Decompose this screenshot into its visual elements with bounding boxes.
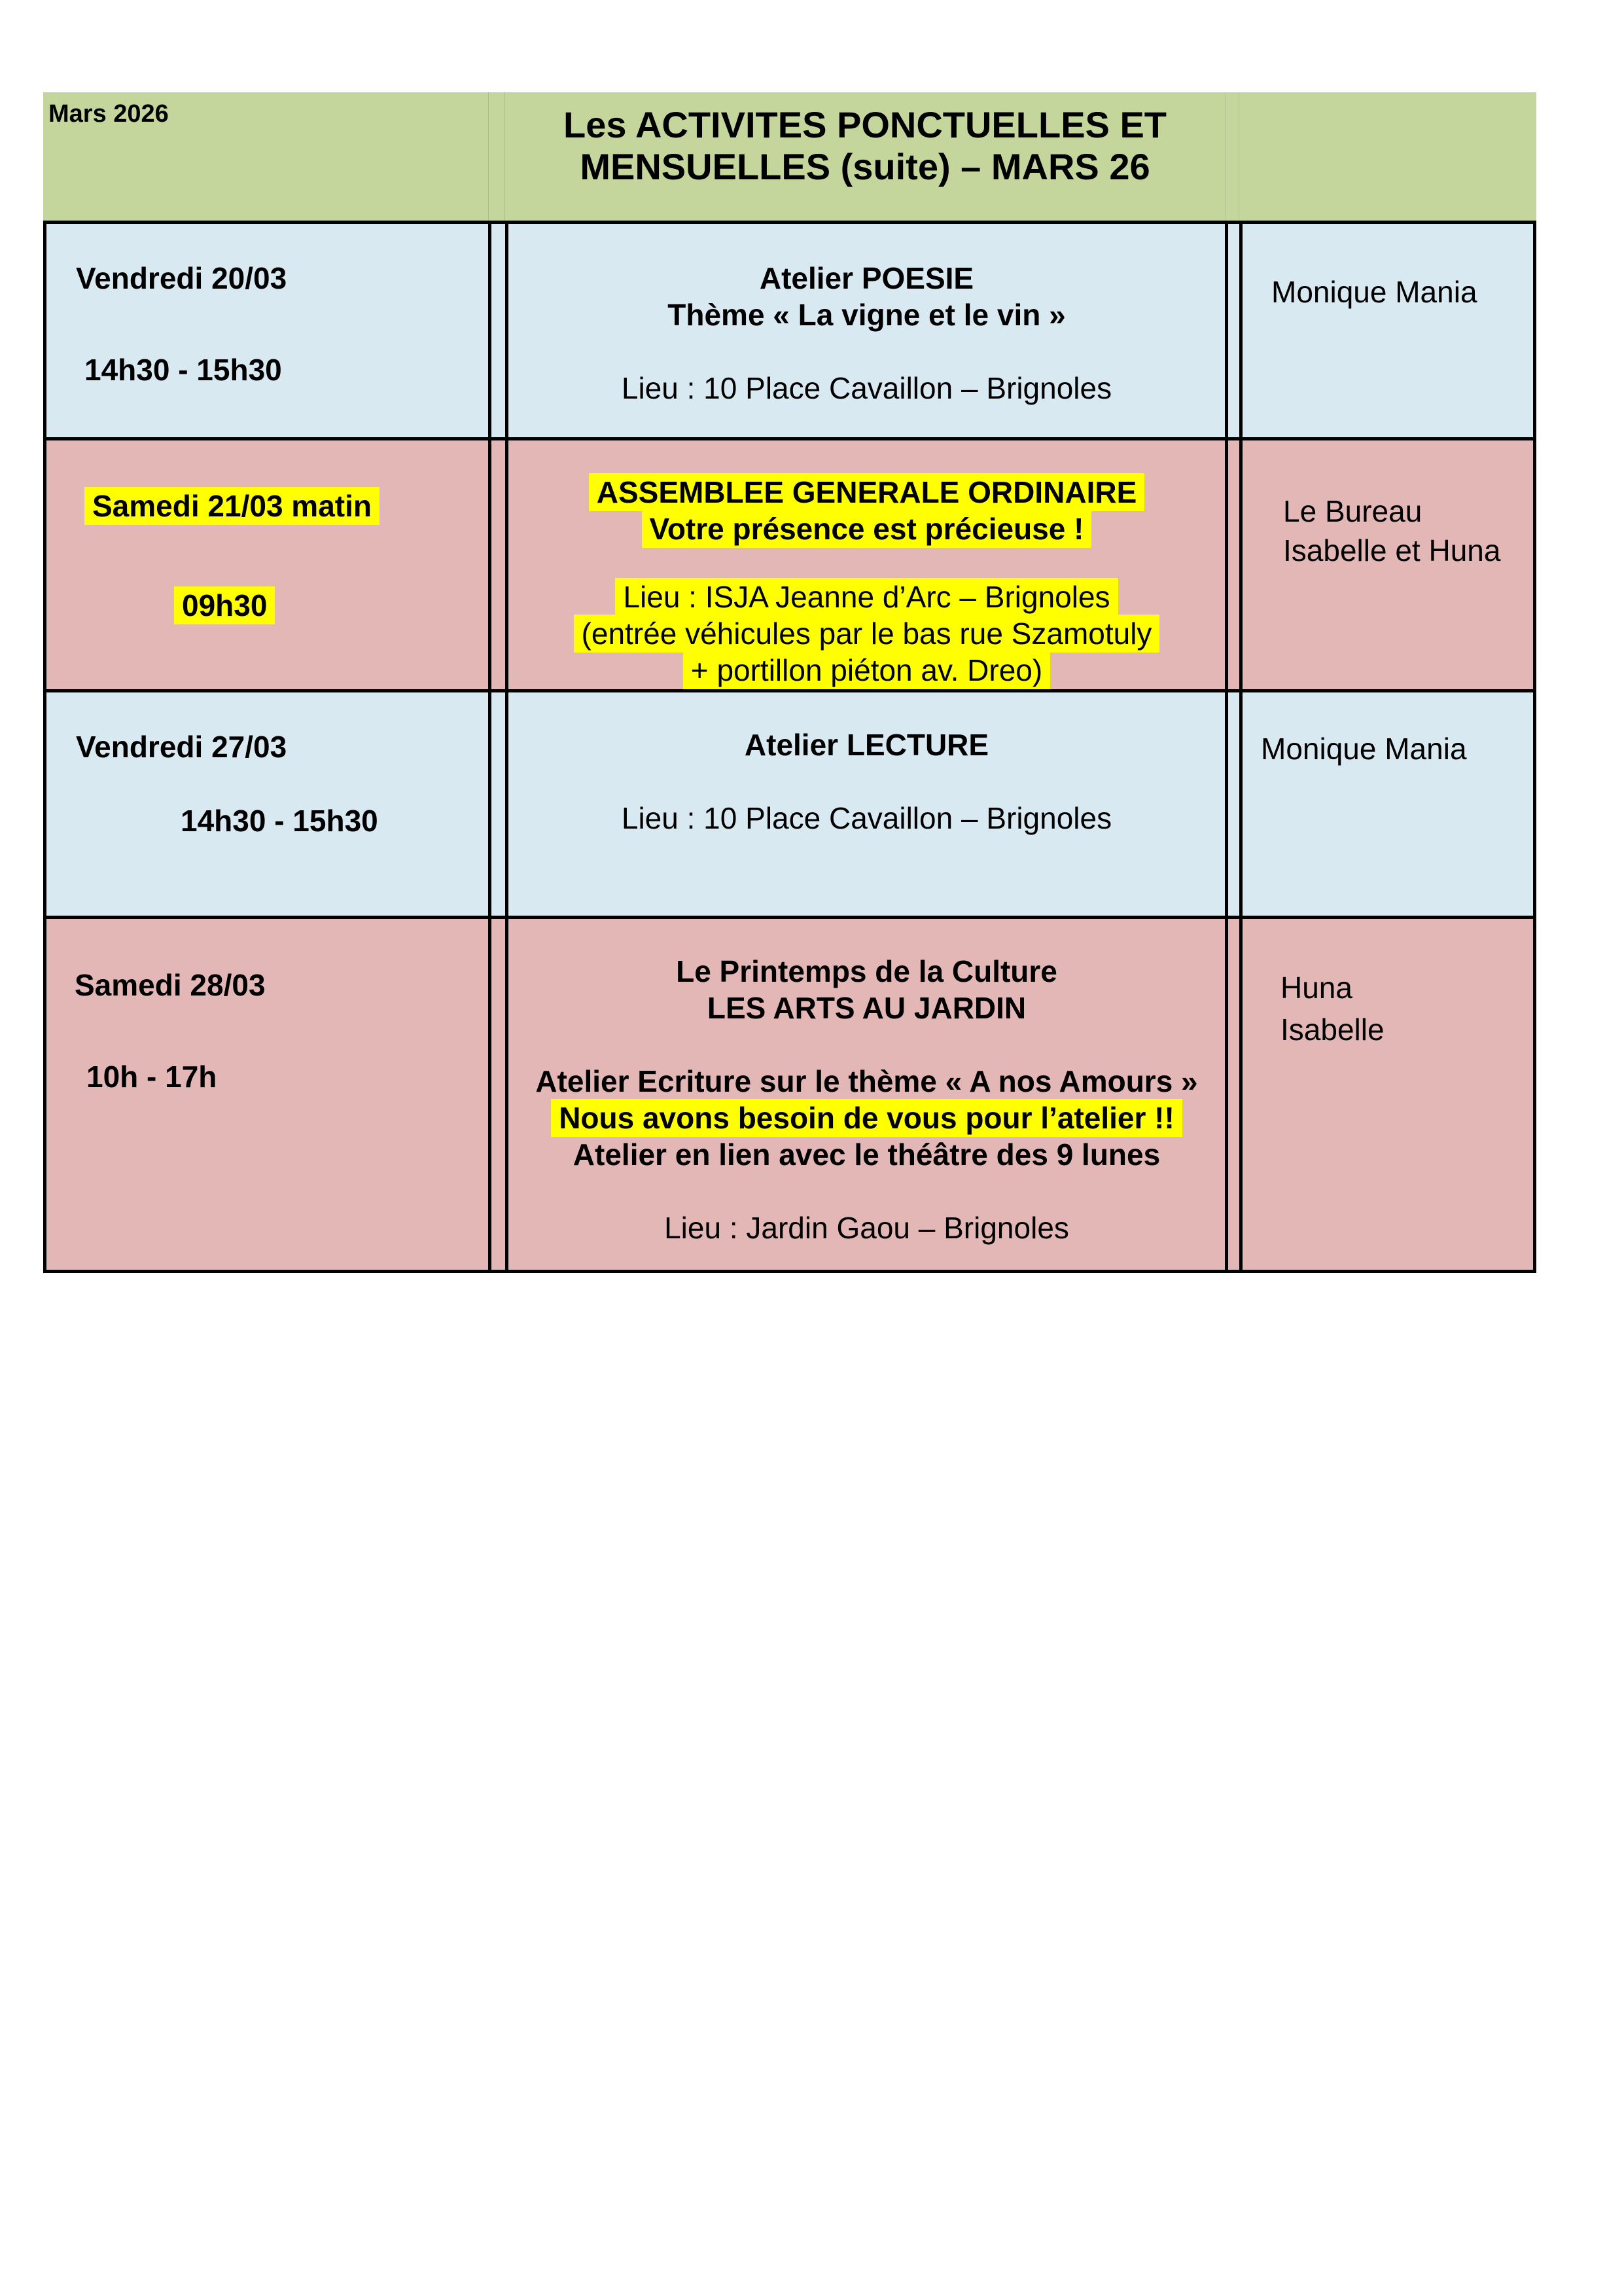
desc-line: ASSEMBLEE GENERALE ORDINAIRE bbox=[508, 475, 1225, 510]
desc-line: Atelier POESIE bbox=[759, 261, 974, 295]
desc-line: LES ARTS AU JARDIN bbox=[707, 991, 1027, 1025]
time-label: 14h30 - 15h30 bbox=[84, 353, 282, 387]
time-label: 09h30 bbox=[84, 587, 488, 624]
table-body bbox=[43, 221, 1536, 1273]
desc-line: Votre présence est précieuse ! bbox=[508, 511, 1225, 547]
date-cell bbox=[46, 224, 491, 437]
organizer-line: Monique Mania bbox=[1261, 732, 1467, 766]
spacer-cell bbox=[1228, 692, 1243, 916]
desc-line: Le Printemps de la Culture bbox=[676, 954, 1057, 988]
desc-line: Lieu : Jardin Gaou – Brignoles bbox=[664, 1211, 1069, 1245]
desc-line: Lieu : ISJA Jeanne d’Arc – Brignoles bbox=[508, 579, 1225, 615]
organizer-line: Monique Mania bbox=[1271, 275, 1477, 309]
spacer-cell bbox=[491, 692, 508, 916]
desc-line: Atelier en lien avec le théâtre des 9 lunes bbox=[573, 1138, 1161, 1172]
desc-line: Atelier Ecriture sur le thème « A nos Amours » bbox=[535, 1064, 1198, 1098]
spacer-cell bbox=[491, 919, 508, 1270]
spacer-cell bbox=[1228, 919, 1243, 1270]
description-cell bbox=[508, 692, 1228, 916]
date-cell bbox=[46, 692, 491, 916]
desc-line: Nous avons besoin de vous pour l’atelier !! bbox=[508, 1100, 1225, 1136]
organizer-line: Isabelle bbox=[1280, 1013, 1385, 1047]
date-label: Samedi 28/03 bbox=[75, 968, 266, 1002]
blank-line bbox=[508, 548, 1225, 579]
spacer-cell bbox=[491, 440, 508, 689]
organizer-line: Huna bbox=[1280, 971, 1352, 1005]
month-label: Mars 2026 bbox=[48, 100, 169, 128]
desc-line: (entrée véhicules par le bas rue Szamotuly bbox=[508, 616, 1225, 651]
spacer-cell bbox=[491, 224, 508, 437]
page-title-line2: MENSUELLES (suite) – MARS 26 bbox=[580, 146, 1150, 187]
table-header-row bbox=[43, 92, 1536, 221]
desc-line: Lieu : 10 Place Cavaillon – Brignoles bbox=[621, 801, 1112, 835]
header-month-cell bbox=[43, 92, 488, 221]
event-row-assemblee bbox=[46, 440, 1533, 692]
desc-line: Thème « La vigne et le vin » bbox=[667, 298, 1066, 332]
organizer-line: Le Bureau bbox=[1283, 494, 1422, 528]
organizer-cell bbox=[1243, 224, 1533, 437]
blank-line bbox=[508, 1026, 1225, 1063]
spacer-cell bbox=[1228, 224, 1243, 437]
time-label: 10h - 17h bbox=[86, 1060, 217, 1094]
time-label: 14h30 - 15h30 bbox=[181, 804, 378, 838]
desc-line: Lieu : 10 Place Cavaillon – Brignoles bbox=[621, 371, 1112, 405]
blank-line bbox=[508, 1173, 1225, 1210]
header-spacer-cell bbox=[488, 92, 505, 221]
event-row-lecture bbox=[46, 692, 1533, 919]
blank-line bbox=[508, 763, 1225, 800]
description-cell bbox=[508, 224, 1228, 437]
date-cell bbox=[46, 440, 491, 689]
header-empty-cell bbox=[1239, 92, 1536, 221]
blank-line bbox=[508, 333, 1225, 370]
date-label: Vendredi 27/03 bbox=[76, 730, 287, 764]
date-label: Vendredi 20/03 bbox=[76, 261, 287, 295]
desc-line: + portillon piéton av. Dreo) bbox=[508, 653, 1225, 688]
organizer-line: Isabelle et Huna bbox=[1283, 533, 1501, 567]
description-cell bbox=[508, 919, 1228, 1270]
activities-table bbox=[43, 92, 1536, 1273]
date-cell bbox=[46, 919, 491, 1270]
spacer-cell bbox=[1228, 440, 1243, 689]
event-row-poesie bbox=[46, 224, 1533, 440]
header-spacer-cell bbox=[1225, 92, 1239, 221]
description-cell bbox=[508, 440, 1228, 689]
organizer-cell bbox=[1243, 440, 1533, 689]
page-title bbox=[505, 92, 1225, 188]
organizer-cell bbox=[1243, 919, 1533, 1270]
organizer-cell bbox=[1243, 692, 1533, 916]
header-title-cell bbox=[505, 92, 1225, 221]
page-title-line1: Les ACTIVITES PONCTUELLES ET bbox=[563, 104, 1167, 145]
event-row-arts-au-jardin bbox=[46, 919, 1533, 1270]
date-label: Samedi 21/03 matin bbox=[84, 488, 488, 524]
desc-line: Atelier LECTURE bbox=[744, 728, 989, 762]
